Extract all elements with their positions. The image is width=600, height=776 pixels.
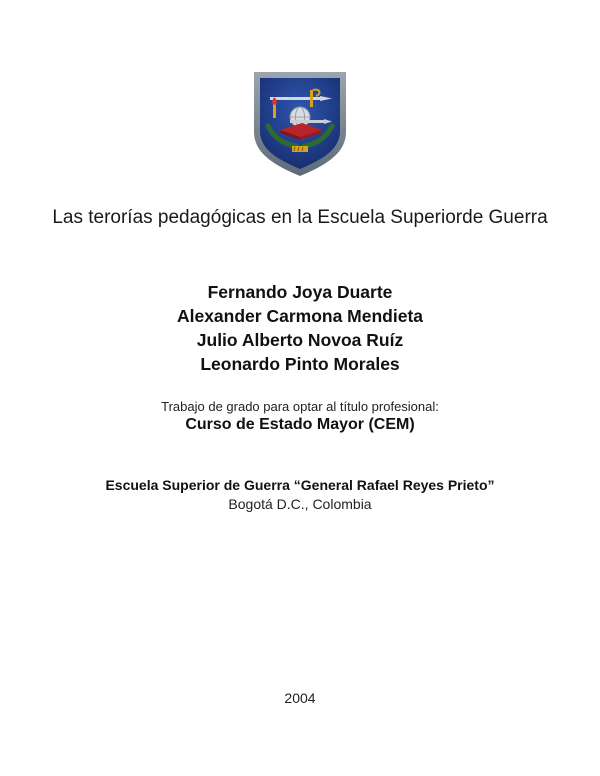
degree-intro-text: Trabajo de grado para optar al título profesional: [161,399,439,414]
school-city: Bogotá D.C., Colombia [228,496,372,512]
publication-year: 2004 [284,690,316,706]
author-name: Julio Alberto Novoa Ruíz [196,330,404,350]
school-name: Escuela Superior de Guerra “General Rafael Reyes Prieto” [105,477,495,493]
author-name: Alexander Carmona Mendieta [176,306,424,326]
degree-name: Curso de Estado Mayor (CEM) [185,416,415,433]
author-name: Leonardo Pinto Morales [200,354,400,374]
author-name: Fernando Joya Duarte [207,282,393,302]
document-title: Las terorías pedagógicas en la Escuela Superiorde Guerra [52,207,548,228]
school-crest-icon [252,70,348,178]
author-list [40,280,560,376]
